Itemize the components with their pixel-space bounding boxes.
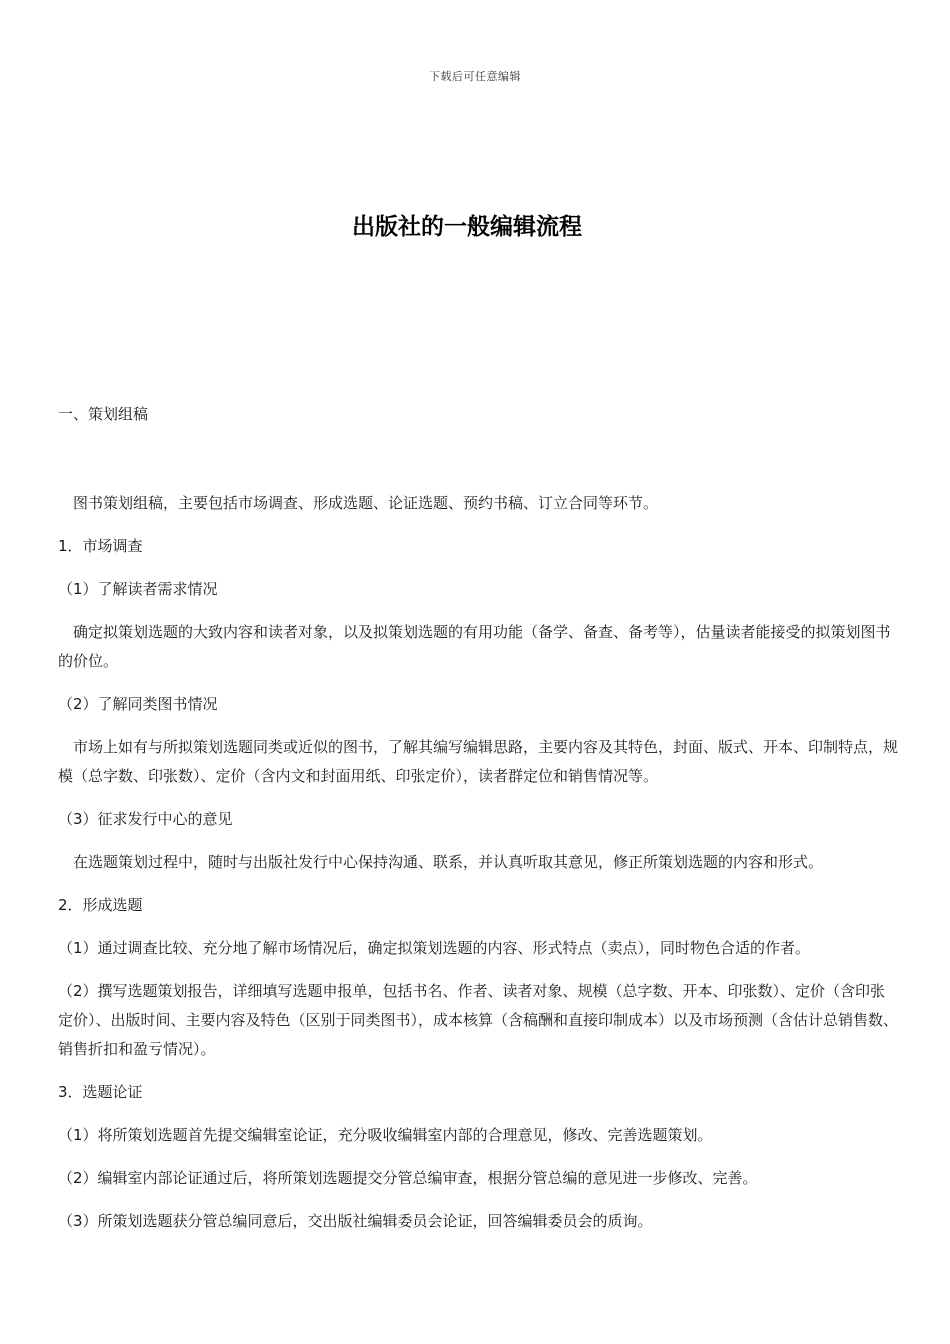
item-label: （2）了解同类图书情况 <box>58 695 218 713</box>
item-paragraph: （2）编辑室内部论证通过后，将所策划选题提交分管总编审查，根据分管总编的意见进一步修改、完善。 <box>58 1169 758 1187</box>
section-heading: 一、策划组稿 <box>58 405 149 423</box>
document-body <box>58 400 898 1250</box>
document-title: 出版社的一般编辑流程 <box>352 214 582 240</box>
subsection-heading: 2．形成选题 <box>58 896 143 914</box>
item-paragraph: （2）撰写选题策划报告，详细填写选题申报单，包括书名、作者、读者对象、规模（总字数、开本、印张数）、定价（含印张定价）、出版时间、主要内容及特色（区别于同类图书），成本核算（含稿酬和直接印制成本）以及市场预测（含估计总销售数、销售折扣和盈亏情况）。 <box>58 982 899 1058</box>
item-paragraph: （1）将所策划选题首先提交编辑室论证，充分吸收编辑室内部的合理意见，修改、完善选题策划。 <box>58 1126 713 1144</box>
item-paragraph: （3）所策划选题获分管总编同意后，交出版社编辑委员会论证，回答编辑委员会的质询。 <box>58 1212 653 1230</box>
subsection-heading: 3．选题论证 <box>58 1083 143 1101</box>
item-label: （1）了解读者需求情况 <box>58 580 218 598</box>
item-paragraph: （1）通过调查比较、充分地了解市场情况后，确定拟策划选题的内容、形式特点（卖点），同时物色合适的作者。 <box>58 939 811 957</box>
subsection-heading: 1．市场调查 <box>58 537 143 555</box>
intro-paragraph: 图书策划组稿，主要包括市场调查、形成选题、论证选题、预约书稿、订立合同等环节。 <box>73 494 659 512</box>
header-note: 下载后可任意编辑 <box>429 70 521 83</box>
item-paragraph: 在选题策划过程中，随时与出版社发行中心保持沟通、联系，并认真听取其意见，修正所策划选题的内容和形式。 <box>73 853 824 871</box>
item-paragraph: 市场上如有与所拟策划选题同类或近似的图书，了解其编写编辑思路，主要内容及其特色，封面、版式、开本、印制特点，规模（总字数、印张数）、定价（含内文和封面用纸、印张定价），读者群定位和销售情况等。 <box>58 738 899 785</box>
item-label: （3）征求发行中心的意见 <box>58 810 233 828</box>
item-paragraph: 确定拟策划选题的大致内容和读者对象，以及拟策划选题的有用功能（备学、备查、备考等），估量读者能接受的拟策划图书的价位。 <box>58 623 891 670</box>
